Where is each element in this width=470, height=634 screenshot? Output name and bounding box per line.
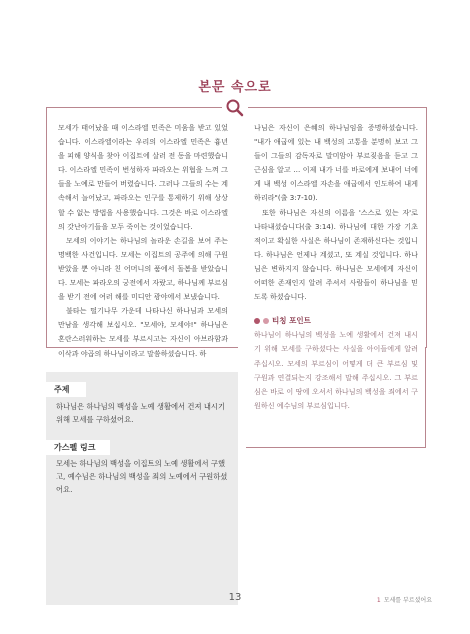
theme-text: 하나님은 하나님의 백성을 노예 생활에서 건져 내시기 위해 모세를 구하셨어요. xyxy=(56,402,225,425)
tip-heading xyxy=(254,314,418,328)
page-number: 13 xyxy=(228,592,242,603)
gospel-link-label: 가스펠 링크 xyxy=(46,440,110,455)
tip-body: 하나님이 하나님의 백성을 노예 생활에서 건져 내시기 위해 모세를 구하셨다는 사실을 아이들에게 알려 주십시오. 모세의 부르심이 어떻게 더 큰 부르심 및 구원과 연결되는지 강조해서 말해 주십시오. 그 부르심은 바로 이 땅에 오셔서 하나님의 백성을 죄에서 구원하신 예수님의 부르심입니다. xyxy=(254,330,418,410)
paragraph: 불타는 떨기나무 가운데 나타나신 하나님과 모세의 만남을 생각해 보십시오. "모세야, 모세야!" 하나님은 혼란스러워하는 모세를 부르시고는 자신이 아브라함과 이삭과 야곱의 하나님이라고 말씀하셨습니다. 하 xyxy=(58,306,228,358)
theme-label: 주제 xyxy=(46,382,86,397)
section-title: 본문 속으로 xyxy=(198,80,272,95)
frame-divider xyxy=(246,447,426,448)
magnifier-icon xyxy=(222,97,248,119)
tip-heading-label: 티칭 포인트 xyxy=(272,316,311,326)
chapter-number: 1 xyxy=(376,597,381,604)
left-column xyxy=(58,121,228,361)
right-column xyxy=(254,121,418,413)
paragraph: 또한 하나님은 자신의 이름을 '스스로 있는 자'로 나타내셨습니다(출 3:14). 하나님에 대한 가장 기초적이고 확실한 사실은 하나님이 존재하신다는 것입니다. 하나님은 언제나 계셨고, 또 계실 것입니다. 하나님은 변하지지 않습니다. 하나님은 모세에게 자신이 어떠한 존재인지 알려 주셔서 사람들이 하나님을 믿도록 하셨습니다. xyxy=(254,207,418,302)
gospel-link-text: 모세는 하나님의 백성을 이집트의 노예 생활에서 구했고, 예수님은 하나님의 백성을 죄의 노예에서 구원하셨어요. xyxy=(56,459,228,495)
bullet-icon xyxy=(263,318,269,324)
paragraph: 모세의 이야기는 하나님의 놀라운 손길을 보여 주는 명백한 사건입니다. 모세는 이집트의 공주에 의해 구원받았을 뿐 아니라 친 어머니의 품에서 돌봄을 받았습니다. 모세는 파라오의 궁전에서 자랐고, 하나님께 부르심을 받기 전에 여러 해를 미디안 광야에서 보냈습니다. xyxy=(58,235,228,302)
running-footer xyxy=(377,595,432,604)
paragraph: 나님은 자신이 은혜의 하나님임을 증명하셨습니다. "내가 애굽에 있는 내 백성의 고통을 분명히 보고 그들이 그들의 감독자로 말미암아 부르짖음을 듣고 그 근심을 알고 … 이제 내가 너를 바로에게 보내어 너에게 내 백성 이스라엘 자손을 애굽에서 인도하여 내게 하리라"(출 3:7-10). xyxy=(254,123,418,203)
bullet-icon xyxy=(254,318,260,324)
paragraph: 모세가 태어났을 때 이스라엘 민족은 미움을 받고 있었습니다. 이스라엘이라는 우리의 이스라엘 민족은 흉년을 피해 양식을 찾아 이집트에 살러 전 동을 마련했습니다. 이스라엘 민족이 번성하자 파라오는 위협을 느껴 그들을 노예로 만들어 버렸습니다. 그러나 그들의 수는 계속해서 늘어났고, 파라오는 인구를 통제하기 위해 상상할 수 없는 방법을 사용했습니다. 그것은 바로 이스라엘의 갓난아기들을 모두 죽이는 것이었습니다. xyxy=(58,123,228,231)
frame-divider xyxy=(425,347,426,447)
chapter-title: 모세를 부르셨어요 xyxy=(383,597,432,604)
